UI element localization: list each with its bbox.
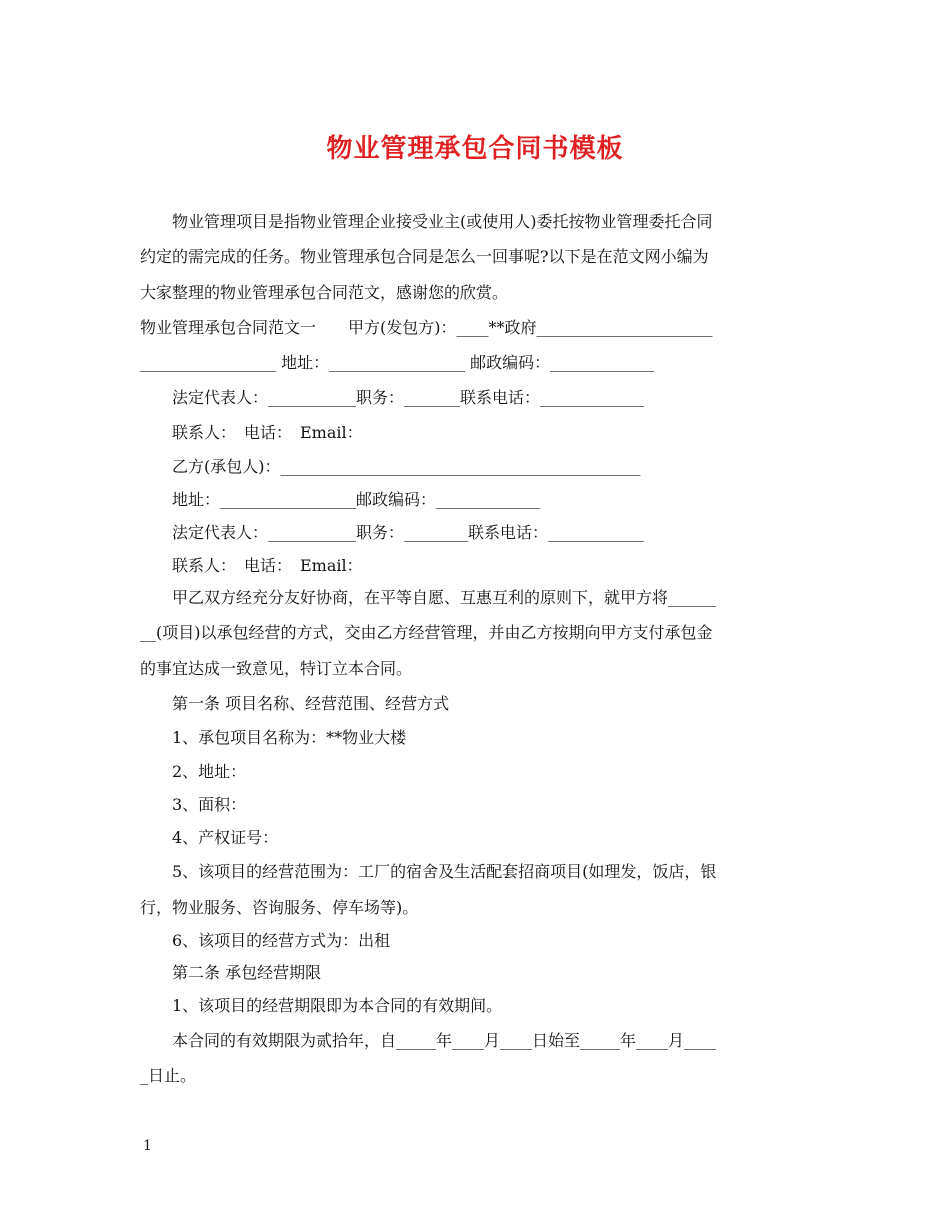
page-number: 1	[143, 1138, 152, 1154]
body-line: __(项目)以承包经营的方式，交由乙方经营管理，并由乙方按期向甲方支付承包金	[140, 623, 713, 642]
body-line: _________________ 地址：_________________ 邮政编码：_____________	[140, 353, 655, 372]
body-line: 甲乙双方经充分友好协商，在平等自愿、互惠互利的原则下，就甲方将______	[140, 588, 717, 607]
body-line: 1、承包项目名称为：**物业大楼	[140, 728, 407, 747]
body-line: 行，物业服务、咨询服务、停车场等)。	[140, 898, 419, 917]
body-line: 2、地址：	[140, 762, 247, 781]
document-title: 物业管理承包合同书模板	[326, 134, 624, 164]
body-line: 6、该项目的经营方式为：出租	[140, 931, 391, 950]
body-line: 4、产权证号：	[140, 828, 279, 847]
body-line: 法定代表人：___________职务：________联系电话：____________	[140, 523, 645, 542]
body-line: 法定代表人：___________职务：_______联系电话：_____________	[140, 388, 645, 407]
body-line: 第一条 项目名称、经营范围、经营方式	[140, 694, 450, 713]
body-line: 联系人： 电话： Email：	[140, 423, 363, 442]
body-line: 约定的需完成的任务。物业管理承包合同是怎么一回事呢?以下是在范文网小编为	[140, 247, 709, 266]
body-line: 本合同的有效期限为贰拾年，自_____年____月____日始至_____年____月____	[140, 1031, 717, 1050]
body-line: 物业管理项目是指物业管理企业接受业主(或使用人)委托按物业管理委托合同	[140, 212, 713, 231]
body-line: 地址：_________________邮政编码：_____________	[140, 490, 541, 509]
body-line: 5、该项目的经营范围为：工厂的宿舍及生活配套招商项目(如理发，饭店，银	[140, 862, 717, 881]
body-line: 物业管理承包合同范文一 甲方(发包方)：____**政府______________________	[140, 318, 713, 337]
body-line: 大家整理的物业管理承包合同范文，感谢您的欣赏。	[140, 283, 509, 302]
body-line: 的事宜达成一致意见，特订立本合同。	[140, 659, 413, 678]
body-line: _日止。	[140, 1066, 197, 1085]
body-line: 联系人： 电话： Email：	[140, 556, 363, 575]
body-line: 3、面积：	[140, 795, 247, 814]
body-line: 乙方(承包人)：_____________________________________________	[140, 457, 641, 476]
body-line: 第二条 承包经营期限	[140, 963, 322, 982]
body-line: 1、该项目的经营期限即为本合同的有效期间。	[140, 996, 503, 1015]
